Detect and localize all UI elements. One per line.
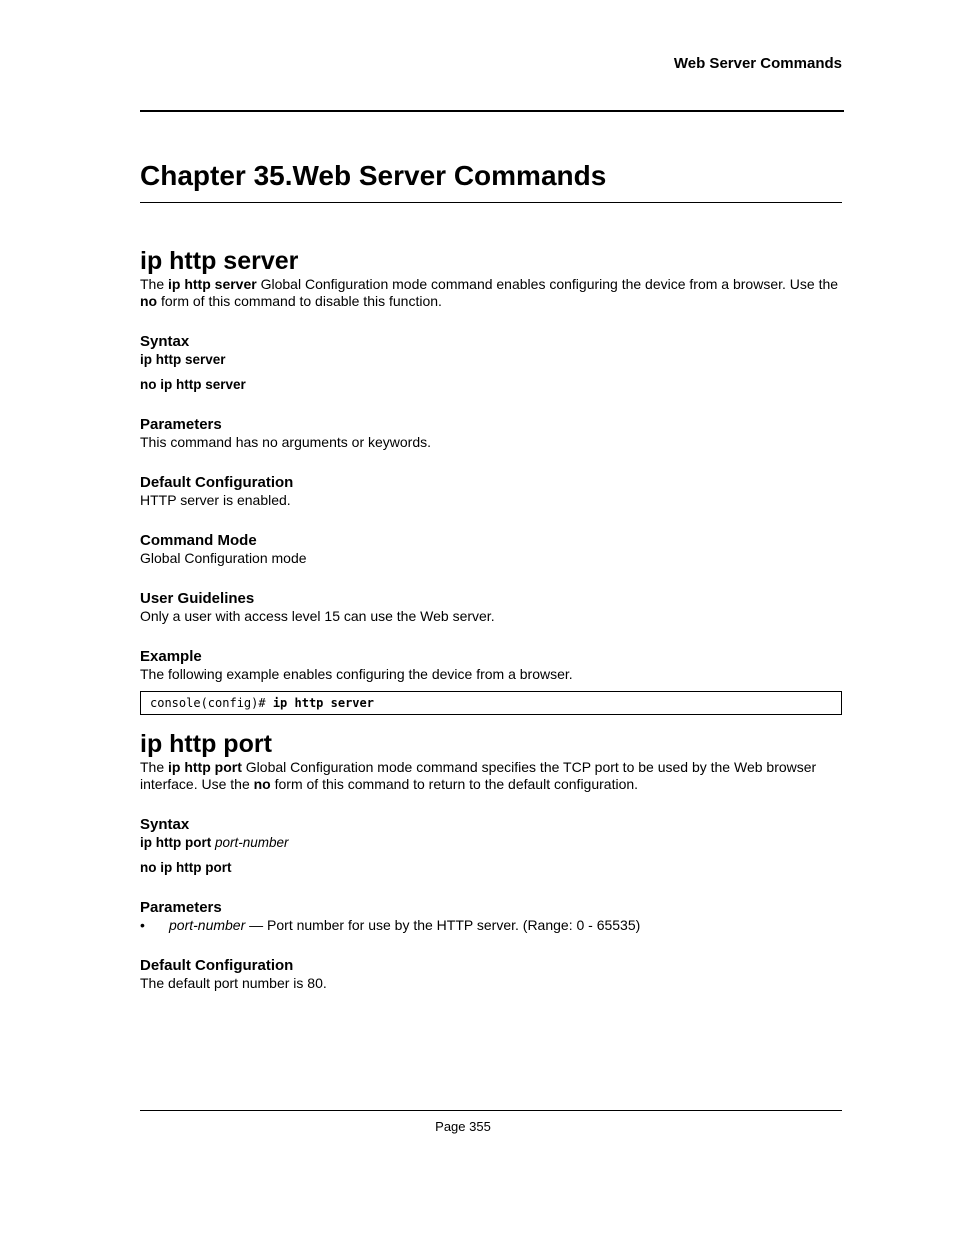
- desc-no-keyword: no: [253, 776, 271, 792]
- bullet: •: [140, 917, 145, 933]
- parameter-name: port-number: [169, 917, 246, 933]
- desc-text: form of this command to return to the default configuration.: [270, 776, 639, 792]
- default-configuration-heading: Default Configuration: [140, 957, 294, 974]
- page-content: [140, 158, 842, 992]
- command-title: ip http server: [140, 247, 299, 275]
- default-configuration-text: The default port number is 80.: [140, 975, 327, 991]
- user-guidelines-text: Only a user with access level 15 can use the Web server.: [140, 608, 495, 624]
- page-number: Page 355: [435, 1119, 491, 1134]
- parameter-description: — Port number for use by the HTTP server. (Range: 0 - 65535): [245, 917, 641, 933]
- desc-text: Global Configuration mode command enables configuring the device from a browser. Use the: [256, 276, 839, 292]
- parameters-text: This command has no arguments or keywords.: [140, 434, 432, 450]
- user-guidelines-heading: User Guidelines: [140, 590, 255, 607]
- code-command: ip http server: [272, 696, 374, 710]
- command-description: [140, 276, 842, 310]
- desc-command: ip http port: [168, 759, 242, 775]
- syntax-line: [140, 834, 842, 851]
- parameter-entry: [169, 917, 640, 934]
- default-configuration-text: HTTP server is enabled.: [140, 492, 291, 508]
- command-mode-heading: Command Mode: [140, 532, 257, 549]
- syntax-argument: port-number: [215, 835, 289, 850]
- desc-text: Global Configuration mode command specifies the TCP port to be used by the Web browser interface. Use the: [140, 759, 817, 792]
- default-configuration-heading: Default Configuration: [140, 474, 294, 491]
- syntax-line: no ip http port: [140, 860, 232, 875]
- example-text: The following example enables configuring the device from a browser.: [140, 666, 573, 682]
- syntax-heading: Syntax: [140, 816, 190, 833]
- parameters-heading: Parameters: [140, 416, 222, 433]
- desc-text: form of this command to disable this function.: [157, 293, 442, 309]
- chapter-title: Chapter 35.Web Server Commands: [140, 158, 842, 203]
- example-code-block: [140, 691, 842, 715]
- section-ip-http-server: [140, 246, 842, 715]
- syntax-line: ip http server: [140, 352, 226, 367]
- desc-command: ip http server: [168, 276, 257, 292]
- desc-text: The: [140, 276, 169, 292]
- command-title: ip http port: [140, 730, 272, 758]
- parameters-heading: Parameters: [140, 899, 222, 916]
- command-mode-text: Global Configuration mode: [140, 550, 307, 566]
- section-ip-http-port: [140, 729, 842, 992]
- syntax-heading: Syntax: [140, 333, 190, 350]
- parameter-list-item: [140, 917, 842, 934]
- command-description: [140, 759, 842, 793]
- header-rule: [140, 110, 844, 112]
- example-heading: Example: [140, 648, 202, 665]
- code-prompt: console(config)#: [150, 696, 273, 710]
- desc-no-keyword: no: [140, 293, 158, 309]
- desc-text: The: [140, 759, 169, 775]
- syntax-line: no ip http server: [140, 377, 246, 392]
- footer-rule: [140, 1110, 842, 1111]
- syntax-command: ip http port: [140, 835, 212, 850]
- running-header: Web Server Commands: [673, 55, 842, 72]
